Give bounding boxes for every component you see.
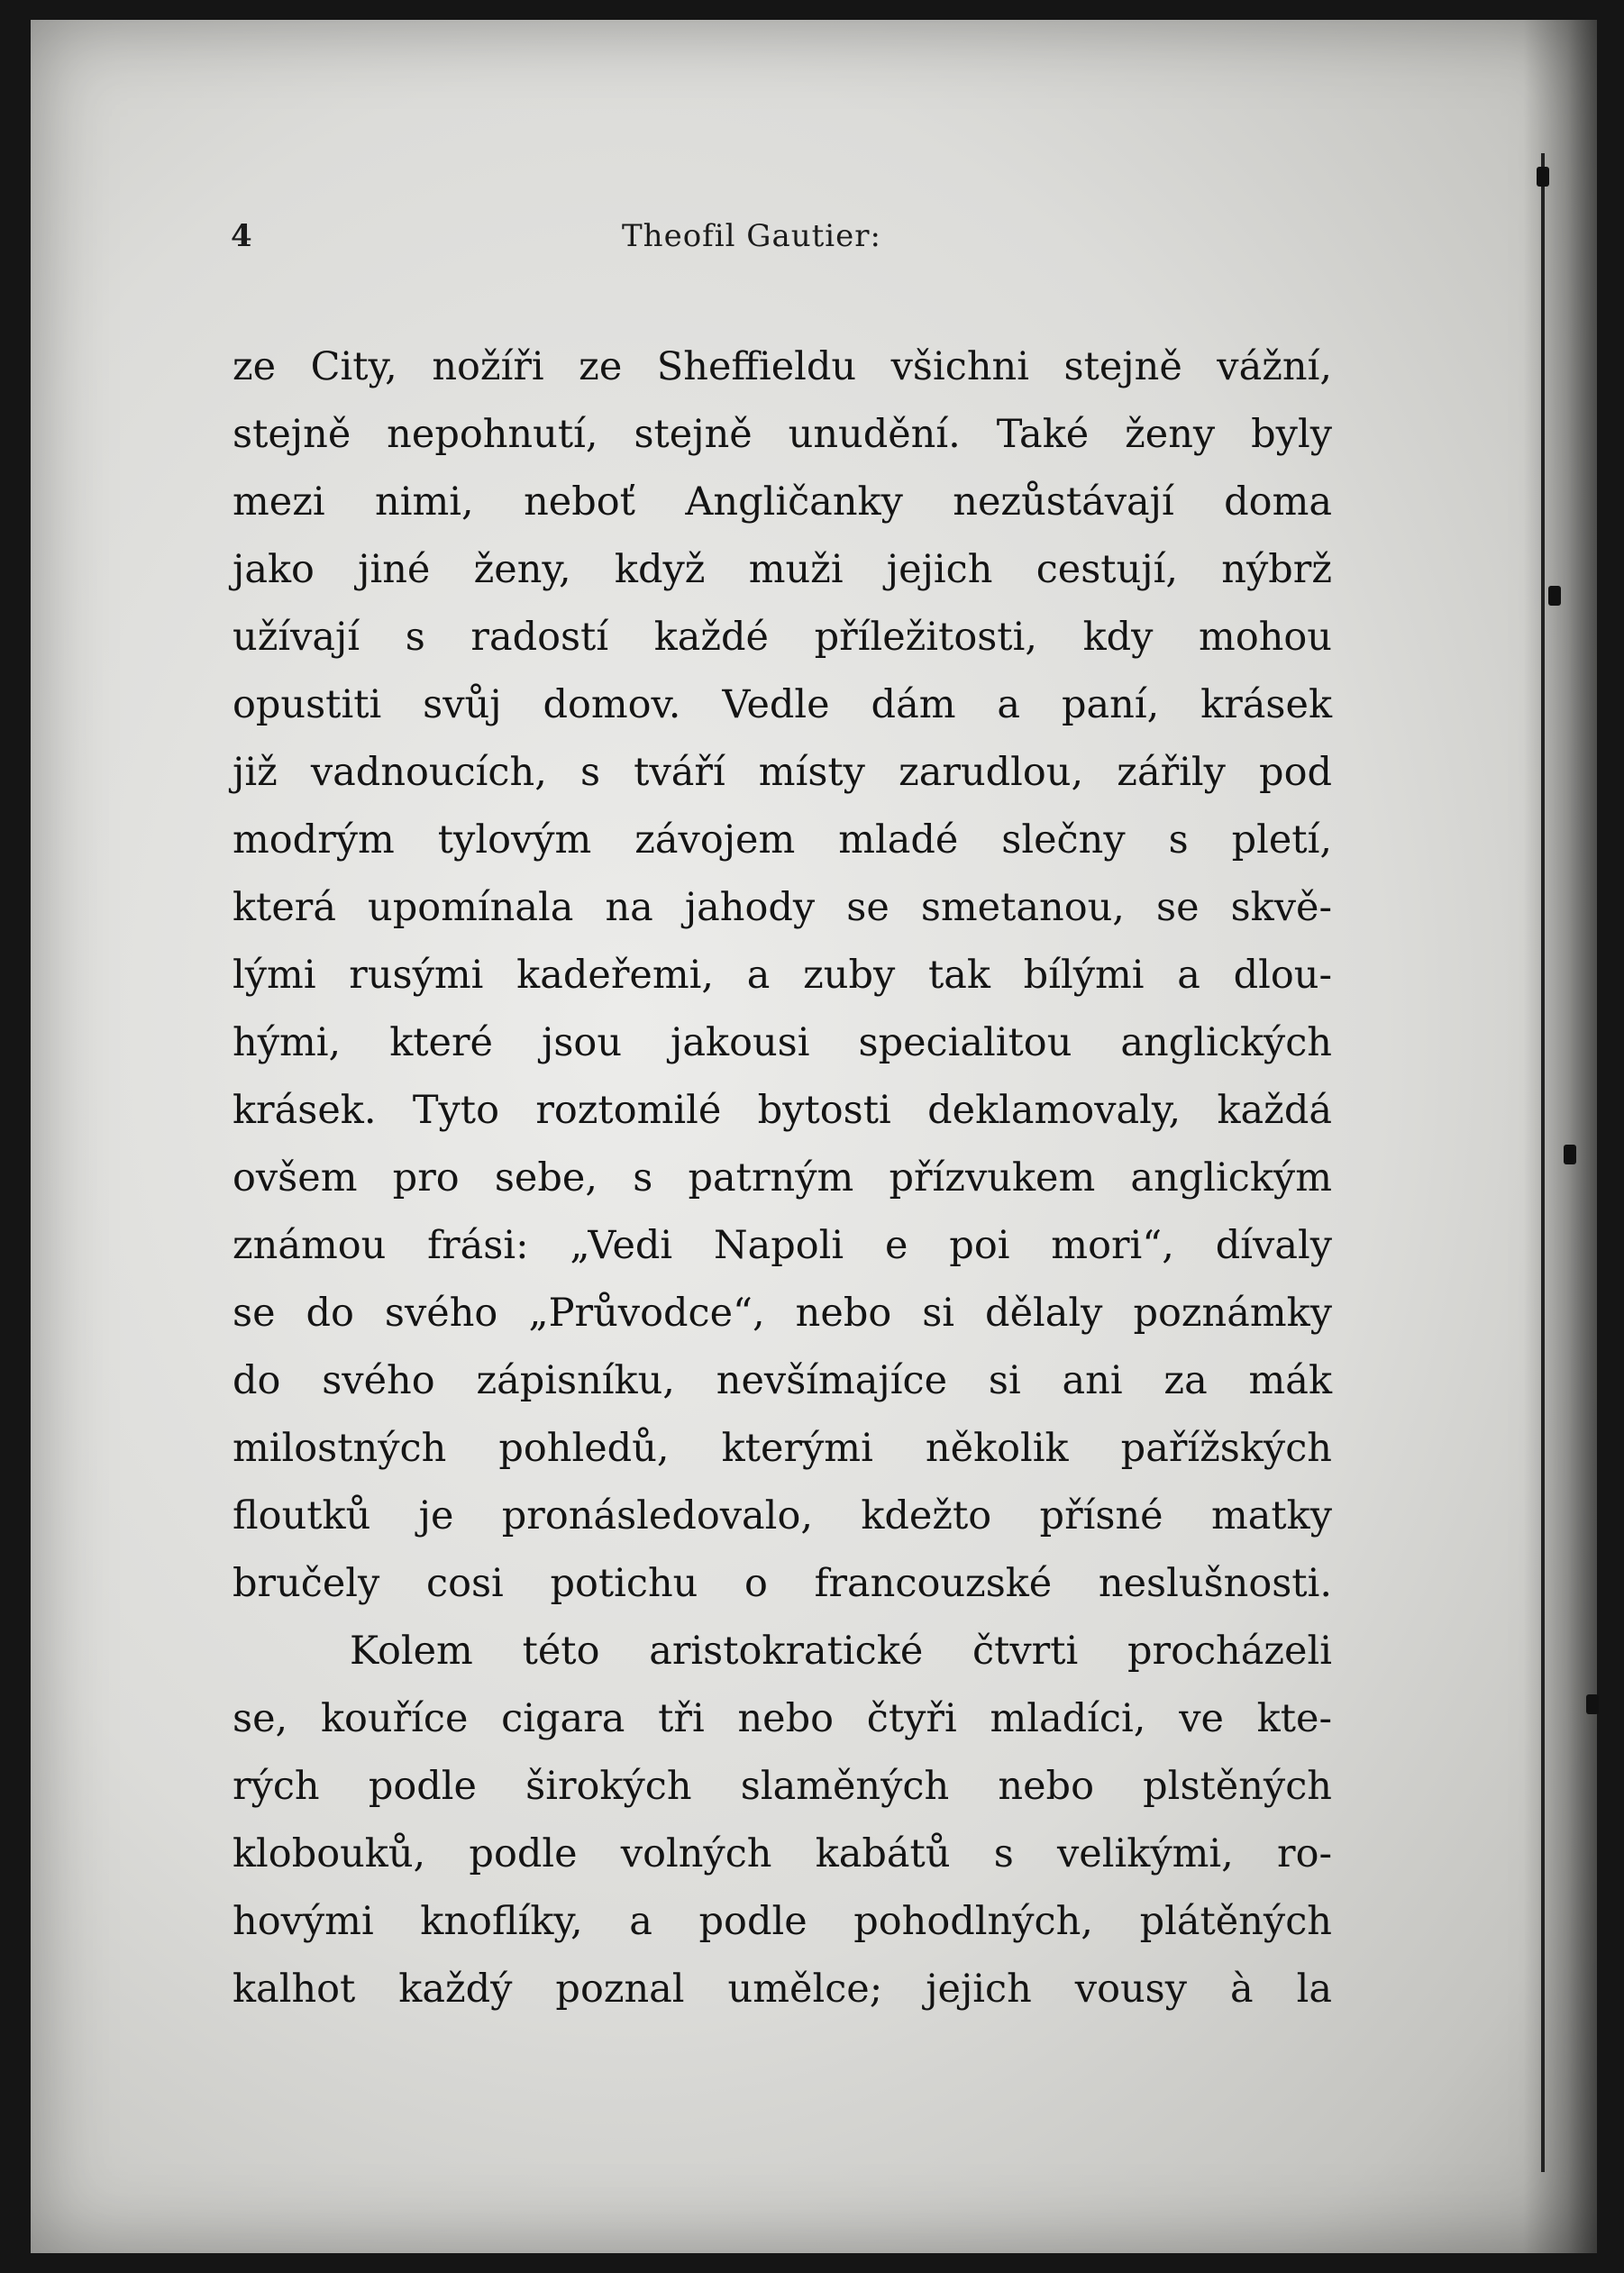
text-line: hovými knoflíky, a podle pohodlných, plátěných (233, 1899, 1332, 1944)
page-header (225, 218, 1352, 263)
text-line: Kolem této aristokratické čtvrti procházeli (350, 1629, 1332, 1674)
text-line: krásek. Tyto roztomilé bytosti deklamovaly, každá (233, 1088, 1332, 1133)
text-line: milostných pohledů, kterými několik pařížských (233, 1426, 1332, 1471)
text-line: známou frási: „Vedi Napoli e poi mori“, dívaly (233, 1223, 1332, 1268)
text-line: mezi nimi, neboť Angličanky nezůstávají doma (233, 479, 1332, 525)
running-head: Theofil Gautier: (622, 218, 881, 254)
text-line: užívají s radostí každé příležitosti, kdy mohou (233, 615, 1332, 660)
text-line: již vadnoucích, s tváří místy zarudlou, zářily pod (233, 750, 1332, 795)
text-line: ovšem pro sebe, s patrným přízvukem anglickým (233, 1155, 1332, 1200)
text-line: do svého zápisníku, nevšímajíce si ani za mák (233, 1358, 1332, 1403)
edge-mark-3 (1564, 1145, 1576, 1164)
text-line: floutků je pronásledovalo, kdežto přísné matky (233, 1493, 1332, 1538)
text-line: opustiti svůj domov. Vedle dám a paní, krásek (233, 682, 1332, 727)
text-line: lými rusými kadeřemi, a zuby tak bílými a dlou- (233, 953, 1332, 998)
body-text (233, 333, 1332, 2023)
spine-shadow (1523, 20, 1597, 2253)
text-line: která upomínala na jahody se smetanou, se skvě- (233, 885, 1332, 930)
text-line: jako jiné ženy, když muži jejich cestují, nýbrž (233, 547, 1332, 592)
text-line: se, kouříce cigara tři nebo čtyři mladíci, ve kte- (233, 1696, 1332, 1741)
edge-mark-2 (1548, 586, 1561, 606)
text-line: ze City, nožíři ze Sheffieldu všichni stejně vážní, (233, 344, 1332, 389)
page-number: 4 (231, 218, 252, 254)
text-line: hými, které jsou jakousi specialitou anglických (233, 1020, 1332, 1065)
text-line: rých podle širokých slaměných nebo plstěných (233, 1764, 1332, 1809)
text-line: klobouků, podle volných kabátů s velikými, ro- (233, 1831, 1332, 1876)
text-line: bručely cosi potichu o francouzské neslušnosti. (233, 1561, 1332, 1606)
next-page-edge (1541, 153, 1545, 2172)
text-line: kalhot každý poznal umělce; jejich vousy à la (233, 1967, 1332, 2012)
edge-mark-1 (1537, 167, 1549, 187)
text-line: stejně nepohnutí, stejně unudění. Také ženy byly (233, 412, 1332, 457)
edge-mark-4 (1586, 1694, 1599, 1714)
text-line: modrým tylovým závojem mladé slečny s pletí, (233, 817, 1332, 863)
text-line: se do svého „Průvodce“, nebo si dělaly poznámky (233, 1291, 1332, 1336)
